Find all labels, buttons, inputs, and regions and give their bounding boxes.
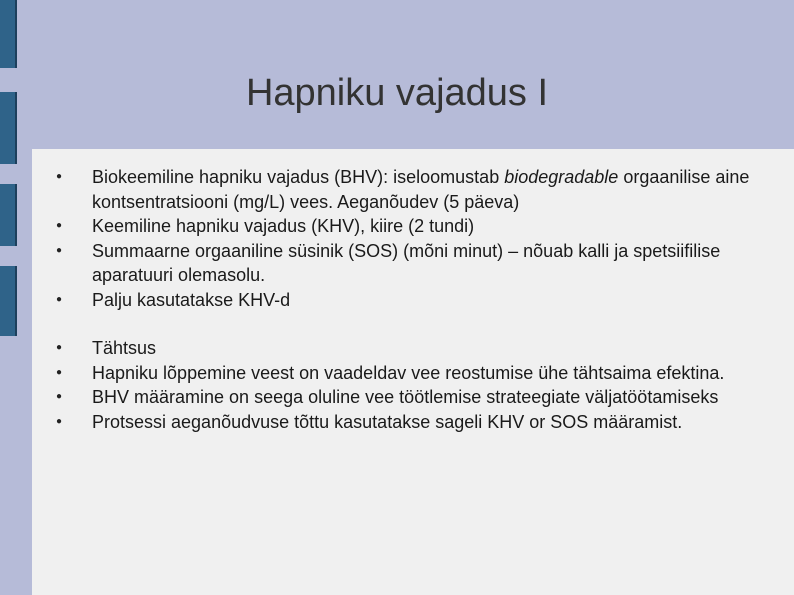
bullet-item [32, 214, 772, 239]
bullet-icon: ● [56, 342, 63, 353]
content-panel [32, 149, 794, 595]
bullet-item [32, 336, 772, 361]
bullet-text-italic: biodegradable [504, 167, 619, 187]
bullet-icon: ● [56, 220, 63, 231]
bullet-list [32, 165, 772, 434]
bullet-icon: ● [56, 244, 63, 256]
title-area [0, 60, 794, 140]
slide-title: Hapniku vajadus I [245, 72, 549, 114]
bullet-item [32, 239, 772, 288]
side-bar-segment [0, 0, 17, 68]
bullet-item [32, 385, 772, 410]
bullet-icon: ● [56, 293, 63, 305]
list-spacer [32, 312, 772, 336]
bullet-text: Hapniku lõppemine veest on vaadeldav vee reostumise ühe tähtsaima efektina. [92, 362, 725, 383]
side-bar-segment [0, 266, 17, 336]
bullet-icon: ● [56, 171, 63, 182]
side-bar-segment [0, 184, 17, 246]
bullet-text-segment: Biokeemiline hapniku vajadus (BHV): iseloomustab [92, 167, 505, 187]
bullet-item [32, 410, 772, 435]
bullet-item [32, 165, 772, 214]
bullet-text: Keemiline hapniku vajadus (KHV), kiire (2 tundi) [92, 216, 475, 236]
bullet-icon: ● [56, 366, 63, 378]
bullet-text: Summaarne orgaaniline süsinik (SOS) (mõni minut) – nõuab kalli ja spetsiifilise aparatuuri olemasolu. [92, 240, 721, 285]
bullet-item [32, 288, 772, 313]
bullet-text: Protsessi aeganõudvuse tõttu kasutatakse sageli KHV or SOS määramist. [92, 411, 683, 432]
bullet-text-segment: orgaanilise aine kontsentratsiooni (mg/L) vees. Aeganõudev (5 päeva) [92, 167, 750, 212]
bullet-text: Palju kasutatakse KHV-d [92, 289, 291, 310]
bullet-text: Tähtsus [92, 338, 157, 358]
bullet-icon: ● [56, 415, 63, 427]
bullet-item [32, 361, 772, 386]
bullet-text: BHV määramine on seega oluline vee töötlemise strateegiate väljatöötamiseks [92, 387, 719, 407]
bullet-icon: ● [56, 391, 63, 402]
